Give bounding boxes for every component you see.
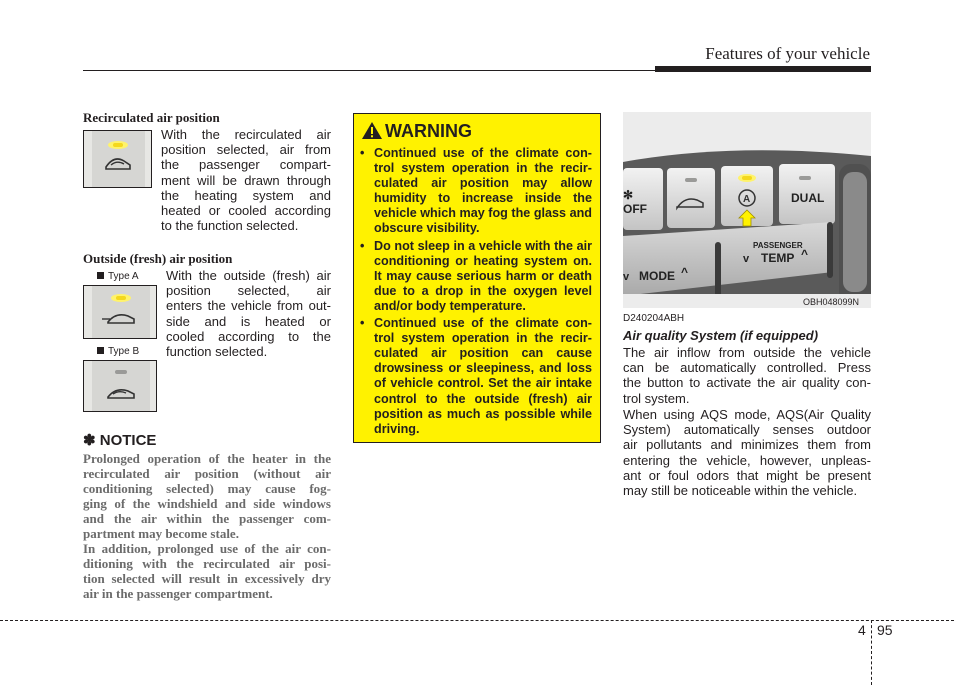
chapter-number: 4: [858, 622, 866, 638]
type-a-label: Type A: [97, 271, 139, 282]
outside-air-button-type-a: [83, 285, 157, 339]
section-title: Features of your vehicle: [705, 44, 870, 63]
recirculated-heading: Recirculated air position: [83, 110, 220, 125]
reference-code: D240204ABH: [623, 313, 685, 324]
notice-body: Prolonged operation of the heater in the recirculated air position (without air conditioning selected) may cause fog- ging of the windshield and side windows and the air within the passenger com- partment may become stale. In addition, prolonged use of the air con- ditioning with the recirculated air posi- tion selected will result in excessively dry air in the passenger compartment.: [83, 451, 331, 601]
fan-icon: ✻: [623, 188, 634, 202]
warning-item: • Do not sleep in a vehicle with the air conditioning or heating system on. It may cause serious harm or death due to a drop in the oxygen level and/or body temperature.: [360, 238, 592, 313]
photo-off-label: OFF: [623, 202, 647, 216]
warning-triangle-icon: [362, 122, 382, 139]
climate-panel-photo: [623, 112, 871, 308]
photo-dual-label: DUAL: [791, 191, 825, 205]
page-number: 95: [877, 622, 893, 638]
photo-passenger-label: PASSENGER: [753, 241, 803, 250]
svg-text:A: A: [743, 194, 751, 205]
aqs-heading: Air quality System (if equipped): [623, 328, 819, 343]
chevron-down-icon: v: [743, 253, 750, 265]
footer-rule: [0, 620, 954, 621]
recirculated-text: With the recirculated air position selected, air from the passenger compart- ment will be drawn through the heating system and heated or cooled according to the function selected.: [161, 127, 331, 234]
aqs-paragraph-1: The air inflow from outside the vehicle can be automatically controlled. Press the button to activate the air quality con- trol system.: [623, 345, 871, 406]
recirculated-button-image: [83, 130, 152, 188]
photo-mode-label: MODE: [639, 269, 675, 283]
aqs-paragraph-2: When using AQS mode, AQS(Air Quality System) automatically senses outdoor air pollutants and minimizes them from entering the vehicle, however, unpleas- ant or foul odors that might be present may still be noticeable within the vehicle.: [623, 407, 871, 499]
photo-caption-code: OBH048099N: [803, 297, 860, 307]
warning-item: • Continued use of the climate con-trol system operation in the recir-culated air position can cause drowsiness or sleepiness, and loss of vehicle control. Set the air intake control to the outside (fresh) air position as much as possible while driving.: [360, 316, 592, 436]
type-b-label: Type B: [97, 346, 139, 357]
notice-title: ✽ NOTICE: [83, 432, 157, 449]
outside-air-text: With the outside (fresh) air position selected, air enters the vehicle from out- side and is heated or cooled according to the function selected.: [166, 268, 331, 360]
header-accent-bar: [655, 66, 871, 72]
outside-air-button-type-b: [83, 360, 157, 412]
warning-title: WARNING: [362, 121, 472, 142]
chevron-up-icon: ^: [681, 265, 689, 279]
warning-list: [360, 146, 592, 439]
chevron-up-icon: ^: [801, 247, 809, 261]
footer-divider: [871, 620, 872, 685]
chevron-down-icon: v: [623, 271, 630, 283]
photo-temp-label: TEMP: [761, 251, 795, 265]
warning-item: • Continued use of the climate con-trol system operation in the recir-culated air position may allow humidity to increase inside the vehicle which may fog the glass and obscure visibility.: [360, 146, 592, 236]
outside-air-heading: Outside (fresh) air position: [83, 251, 233, 266]
